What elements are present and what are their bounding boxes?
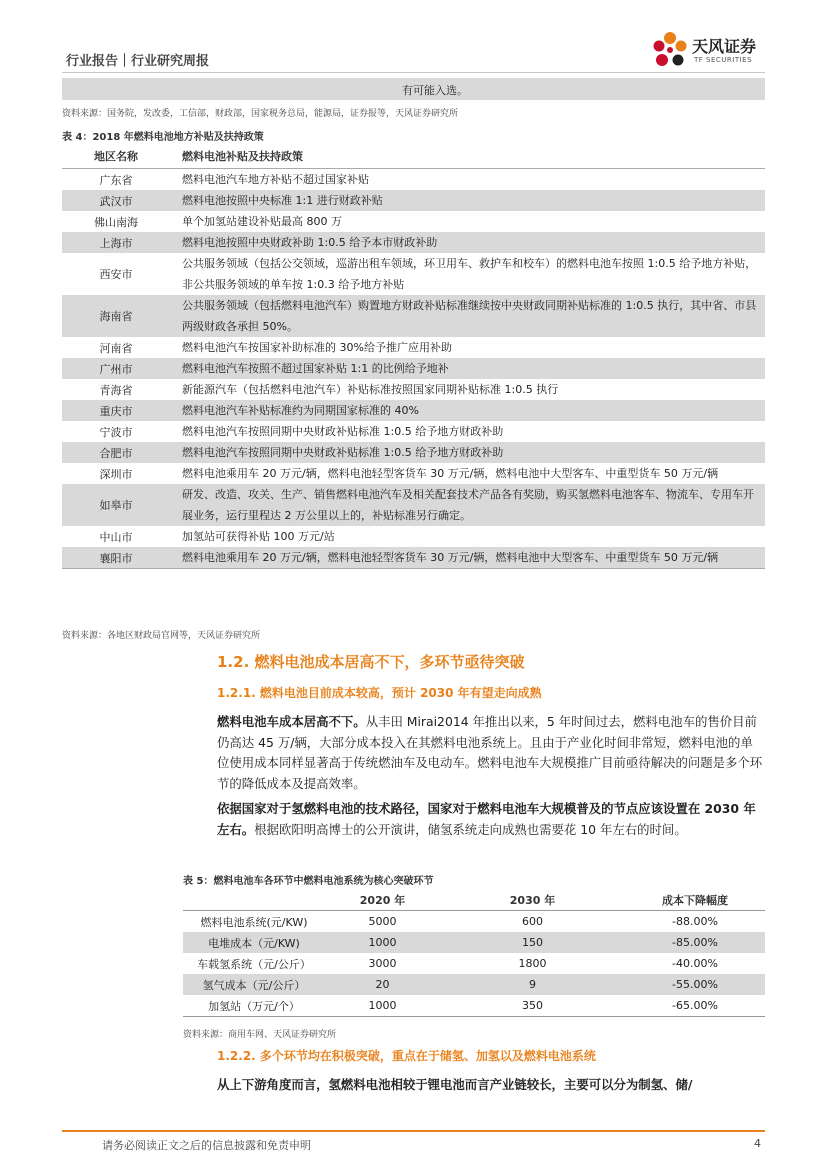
table5-header-reduction: 成本下降幅度 (625, 889, 765, 911)
table5-caption: 表 5：燃料电池车各环节中燃料电池系统为核心突破环节 (183, 876, 434, 887)
item-cell: 燃料电池系统(元/KW) (200, 915, 308, 929)
region-cell: 广东省 (99, 173, 133, 187)
reduction-cell: -88.00% (672, 915, 718, 928)
table-row (62, 400, 765, 421)
table-row (62, 484, 765, 526)
item-cell: 加氢站（万元/个） (183, 995, 325, 1017)
page-number: 4 (754, 1137, 761, 1150)
section-heading-1-2: 1.2. 燃料电池成本居高不下，多环节亟待突破 (217, 653, 525, 671)
region-cell: 武汉市 (62, 190, 170, 211)
value-2030-cell: 350 (440, 995, 625, 1017)
policy-cell: 加氢站可获得补贴 100 万元/站 (182, 530, 335, 543)
cost-reduction-table (183, 889, 765, 1017)
section-heading-1-2-1: 1.2.1. 燃料电池目前成本较高，预计 2030 年有望走向成熟 (217, 686, 542, 700)
policy-cell: 公共服务领域（包括公交领域，巡游出租车领域，环卫用车、救护车和校车）的燃料电池车按照 1:0.5 给予地方补贴，非公共服务领域的单车按 1:0.3 给予地方补贴 (182, 257, 757, 291)
body-paragraph-2 (217, 799, 765, 840)
region-cell: 宁波市 (99, 425, 133, 439)
table-row (62, 442, 765, 463)
table-row (62, 421, 765, 442)
table-row (183, 911, 765, 933)
policy-cell: 燃料电池汽车按照同期中央财政补贴标准 1:0.5 给予地方财政补助 (182, 425, 504, 438)
value-2030-cell: 1800 (518, 957, 547, 970)
value-2020-cell: 1000 (325, 995, 440, 1017)
value-2030-cell: 600 (522, 915, 543, 928)
paragraph-1-lead: 燃料电池车成本居高不下。 (217, 714, 366, 729)
body-paragraph-1 (217, 712, 765, 794)
policy-cell: 燃料电池汽车按国家补助标准的 30%给予推广应用补助 (182, 341, 452, 354)
item-cell: 电堆成本（元/KW) (183, 932, 325, 953)
region-cell: 深圳市 (99, 467, 133, 481)
value-2030-cell: 150 (440, 932, 625, 953)
item-cell: 氢气成本（元/公斤） (183, 974, 325, 995)
table4-header-region: 地区名称 (62, 144, 170, 169)
region-cell: 上海市 (62, 232, 170, 253)
policy-cell: 燃料电池汽车补贴标准约为同期国家标准的 40% (170, 400, 765, 421)
source-note-2: 资料来源：各地区财政局官网等，天风证券研究所 (62, 631, 261, 641)
logo-flower-icon (650, 30, 690, 72)
policy-cell: 单个加氢站建设补贴最高 800 万 (182, 215, 342, 228)
region-cell: 青海省 (99, 383, 133, 397)
table4-header-policy: 燃料电池补贴及扶持政策 (170, 144, 765, 169)
table-row (183, 953, 765, 974)
region-cell: 中山市 (99, 530, 133, 544)
reduction-cell: -40.00% (672, 957, 718, 970)
policy-cell: 燃料电池汽车地方补贴不超过国家补贴 (182, 173, 369, 186)
logo-name-cn: 天风证券 (692, 37, 757, 56)
reduction-cell: -65.00% (625, 995, 765, 1017)
source-note-3: 资料来源：商用车网、天风证券研究所 (183, 1030, 337, 1040)
policy-cell: 新能源汽车（包括燃料电池汽车）补贴标准按照国家同期补贴标准 1:0.5 执行 (182, 383, 559, 396)
source-note-1: 资料来源：国务院，发改委，工信部，财政部，国家税务总局，能源局，证券报等，天风证券研究所 (62, 109, 459, 119)
table-row (62, 379, 765, 400)
table5-header-2020: 2020 年 (325, 889, 440, 911)
table-row (62, 295, 765, 337)
item-cell: 车载氢系统（元/公斤） (197, 957, 311, 971)
table-row (62, 169, 765, 191)
policy-cell: 燃料电池乘用车 20 万元/辆，燃料电池轻型客货车 30 万元/辆，燃料电池中大型客车、中重型货车 50 万元/辆 (182, 467, 719, 480)
report-category: 行业报告｜行业研究周报 (66, 54, 210, 69)
region-cell: 重庆市 (62, 400, 170, 421)
table-row (183, 974, 765, 995)
disclaimer-note: 请务必阅读正文之后的信息披露和免责申明 (102, 1139, 311, 1152)
table-row (62, 253, 765, 295)
table-row (62, 526, 765, 547)
logo-name-en: TF SECURITIES (694, 56, 753, 64)
footer-divider (62, 1130, 765, 1132)
paragraph-2-body: 根据欧阳明高博士的公开演讲，储氢系统走向成熟也需要花 10 年左右的时间。 (254, 821, 687, 837)
value-2020-cell: 20 (325, 974, 440, 995)
table4-caption: 表 4：2018 年燃料电池地方补贴及扶持政策 (62, 132, 264, 143)
paragraph-2-lead: 依据国家对于氢燃料电池的技术路径，国家对于燃料电池车大规模普及的节点应该设置在 2030 年左右。 (217, 801, 756, 837)
policy-cell: 公共服务领域（包括燃料电池汽车）购置地方财政补贴标准继续按中央财政同期补贴标准的 1:0.5 执行，其中省、市县两级财政各承担 50%。 (170, 295, 765, 337)
policy-cell: 燃料电池汽车按照同期中央财政补贴标准 1:0.5 给予地方财政补助 (170, 442, 765, 463)
value-2020-cell: 5000 (368, 915, 397, 928)
table-row (62, 190, 765, 211)
header-divider (62, 72, 765, 73)
company-logo (650, 30, 770, 72)
region-cell: 合肥市 (62, 442, 170, 463)
region-cell: 西安市 (99, 268, 133, 281)
region-cell: 如皋市 (62, 484, 170, 526)
policy-cell: 研发、改造、攻关、生产、销售燃料电池汽车及相关配套技术产品各有奖励，购买氢燃料电池客车、物流车、专用车开展业务，运行里程达 2 万公里以上的，补贴标准另行确定。 (170, 484, 765, 526)
value-2020-cell: 1000 (325, 932, 440, 953)
table-row (62, 337, 765, 358)
table5-header-item (183, 889, 325, 911)
table-row (62, 547, 765, 569)
policy-cell: 燃料电池乘用车 20 万元/辆，燃料电池轻型客货车 30 万元/辆，燃料电池中大型客车、中重型货车 50 万元/辆 (170, 547, 765, 569)
region-cell: 佛山南海 (94, 215, 138, 229)
policy-cell: 燃料电池按照中央财政补助 1:0.5 给予本市财政补助 (170, 232, 765, 253)
value-2020-cell: 3000 (368, 957, 397, 970)
previous-table-tail (62, 78, 765, 100)
previous-table-tail-text: 有可能入选。 (402, 84, 468, 97)
paragraph-1-body: 从丰田 Mirai2014 年推出以来，5 年时间过去，燃料电池车的售价目前仍高达 45 万/辆，大部分成本投入在其燃料电池系统上。且由于产业化时间非常短，燃料电池的单位使用成本同样显著高于传统燃油车及电动车。燃料电池车大规模推广目前亟待解决的问题是多个环节的降低成本及提高效率。 (217, 714, 763, 791)
region-cell: 襄阳市 (62, 547, 170, 569)
table-row (62, 211, 765, 232)
region-cell: 海南省 (62, 295, 170, 337)
table-row (62, 463, 765, 484)
region-cell: 河南省 (99, 341, 133, 355)
reduction-cell: -85.00% (625, 932, 765, 953)
table-row (62, 232, 765, 253)
section-heading-1-2-2: 1.2.2. 多个环节均在积极突破，重点在于储氢、加氢以及燃料电池系统 (217, 1049, 596, 1063)
region-cell: 广州市 (62, 358, 170, 379)
body-paragraph-3: 从上下游角度而言，氢燃料电池相较于锂电池而言产业链较长，主要可以分为制氢、储/ (217, 1077, 693, 1092)
table-row (183, 932, 765, 953)
policy-cell: 燃料电池汽车按照不超过国家补贴 1:1 的比例给予地补 (170, 358, 765, 379)
policy-cell: 燃料电池按照中央标准 1:1 进行财政补贴 (170, 190, 765, 211)
value-2030-cell: 9 (440, 974, 625, 995)
reduction-cell: -55.00% (625, 974, 765, 995)
subsidy-policy-table (62, 144, 765, 569)
table-row (183, 995, 765, 1017)
table-row (62, 358, 765, 379)
table5-header-2030: 2030 年 (440, 889, 625, 911)
